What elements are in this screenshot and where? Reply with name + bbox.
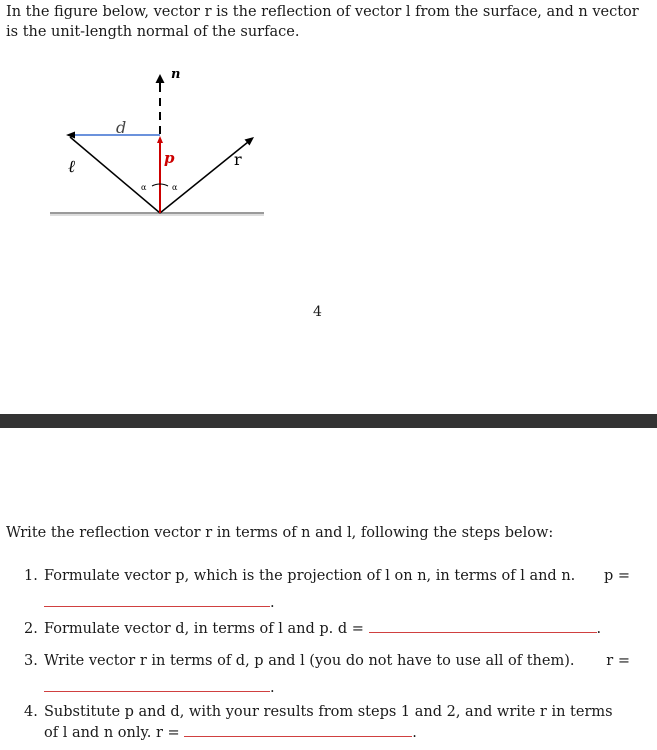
label-p: p	[164, 149, 175, 167]
step-number: 2.	[24, 621, 38, 637]
question-intro: Write the reflection vector r in terms of n and l, following the steps below:	[6, 525, 554, 541]
step-4	[24, 702, 632, 743]
step-2	[24, 618, 632, 639]
page-number: 4	[313, 304, 322, 320]
step-end: .	[412, 725, 417, 741]
step-number: 4.	[24, 704, 38, 720]
answer-label: r =	[155, 725, 180, 741]
step-end: .	[270, 595, 275, 611]
answer-label: p =	[603, 568, 630, 584]
step-end: .	[270, 680, 275, 696]
intro-text: In the figure below, vector r is the reflection of vector l from the surface, and n vector is the unit-length normal of the surface.	[6, 4, 639, 40]
label-alpha-right: α	[172, 183, 178, 192]
angle-arc-left	[152, 184, 160, 186]
step-text: Substitute p and d, with your results from steps 1 and 2, and write r in terms of l and n only.	[44, 704, 613, 741]
answer-label: r =	[606, 653, 630, 669]
step-text: Formulate vector d, in terms of l and p.	[44, 621, 334, 637]
step-1	[24, 566, 632, 613]
answer-label: d =	[337, 621, 364, 637]
step-number: 3.	[24, 653, 38, 669]
label-r: r	[234, 150, 242, 169]
step-3	[24, 651, 632, 698]
step-end: .	[596, 621, 602, 637]
vector-l	[70, 137, 160, 213]
step-number: 1.	[24, 568, 38, 584]
label-n: n	[171, 67, 181, 82]
answer-blank-r-final[interactable]	[184, 722, 412, 737]
reflection-figure	[40, 62, 280, 232]
normal-n-arrowhead	[156, 74, 165, 83]
page-divider	[0, 414, 657, 428]
vector-p-arrowhead	[157, 136, 163, 143]
label-alpha-left: α	[141, 183, 147, 192]
answer-blank-r[interactable]	[44, 677, 270, 692]
answer-blank-p[interactable]	[44, 592, 270, 607]
step-text: Write vector r in terms of d, p and l (you do not have to use all of them).	[44, 653, 575, 669]
label-l: ℓ	[68, 157, 76, 177]
answer-blank-d[interactable]	[369, 618, 597, 633]
label-d: d	[116, 118, 127, 137]
angle-arc-right	[160, 184, 168, 186]
step-text: Formulate vector p, which is the projection of l on n, in terms of l and n.	[44, 568, 576, 584]
